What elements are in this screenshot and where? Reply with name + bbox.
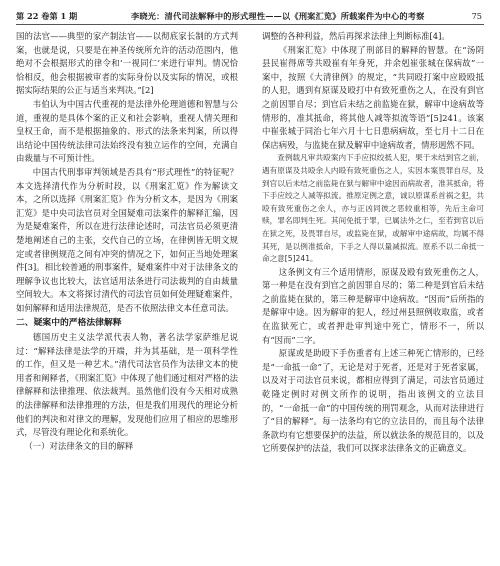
left-paragraph: 中国古代刑事审判领域是否具有“形式理性”的特征呢？本文选择清代作为分析时段，以《刑案汇览》作为解读文本，之所以选择《刑案汇览》作为分析文本，是因为《刑案汇览》是中央司法官员对全国疑难司法案件的解释汇编，因为是疑难案件，所以在进行法律论述时，司法官员必须更清楚地阐述自己的主张，交代自己的立场，在律例皆无明文规定或者律例规范之间有冲突的情况之下，如何正当地处理案件[3]。相比较普通的刑事案件，疑难案件中对于法律条文的理解争议也比较大，法官适用法条进行司法裁判的自由裁量空间较大。本文将探讨清代的司法官员如何处理疑难案件，如何解释和适用法律规范，是否不依照法律文本任意司法。: [16, 166, 238, 313]
left-text-column: [16, 30, 238, 453]
block-quote: 查例载凡审共殴案内下手应拟绞抵人犯，果于未结到官之前，遇有原谋及共殴余人内殴有致死重伤之人，实因本案畏罪自尽，及到官以后未结之前监毙在狱与解审中途因而病故者，准其抵命，将下手应绞之人减等拟流。推原定例之意，诚以原谋系首祸之犯，共殴有致死重伤之余人，亦与正凶同彼之恶较重相等，先后主命可赎，罪名即判生死。其间免抵于罪，已属法外之仁，至若到官以后在狱之死，及畏罪自尽，或监毙在狱，或解审中途病故，均属不得其死，是以例准抵命，下手之人得以量减拟流。原系不以二命抵一命之意[5]241。: [262, 153, 484, 264]
right-paragraph: 调整的各种利益，然后再探求法律上判断标准[4]。: [262, 31, 450, 41]
right-paragraph: 原谋或是助殴下手伤重者有上述三种死亡情形的，已经是“一命抵一命”了，无论是对于死者，还是对于死者家属，以及对于司法官员来说，都相应得到了满足，司法官员通过乾隆定例时对例文所作的说明，指出该例文的立法目的，“一命抵一命”的中国传统的刑罚观念，从而对法律进行了“目的解释”。每一法条均有它的立法目的，而且每个法律条款均有它想要保护的法益，所以就法条的规范目的，以及它所要保护的法益，我们可以探求法律条文的正确意义。: [262, 348, 484, 454]
right-paragraph: 《刑案汇览》中体现了刑部目的解释的智慧。在“汤阴县民崔得席等共殴崔有年身死，并余剋崔张城在保病故”一案中，按照《大清律例》的规定，“共同殴打案中应殴殴抵的人犯，遇到有原谋及殴打中有致死重伤之人，在没有到官之前因罪自尽；到官后未结之前监毙在狱，解审中途病故等情形的，准其抵命，将其他人减等拟流等语”[5]241。该案中崔张城于同治七年六月十七日患病病故，至七月十二日在保店病殁，与监毙在狱及解审中途病故者，情形迥然不同。: [262, 44, 484, 150]
left-paragraph: 韦伯认为中国古代重视的是法律外伦理道德和智慧与公道，重视的是具体个案的正义和社会影响，重视人情关理和皇权王命，而不是根据抽象的、形式的法条来判案，所以得出结论中国传统法律司法始终没有独立运作的空间，充满自由裁量与不可预计性。: [16, 98, 238, 164]
running-header: [16, 8, 484, 25]
article-title-running: 李晓光：清代司法解释中的形式理性——以《刑案汇览》所载案件为中心的考察: [131, 11, 425, 21]
right-text-column: [262, 30, 484, 456]
left-paragraph: 德国历史主义法学派代表人物，著名法学家萨维尼说过：“解释法律是法学的开端，并为其基础，是一项科学性的工作，但又是一种艺术。”清代司法官员作为法律文本的使用者和阐释者，《刑案汇览》中体现了他们通过相对严格的法律解释和法律推理、依法裁判。虽然他们没有今天相对成熟的法律解释和法律推理的方法，但是我们用现代的理论分析他们的判决和对律文的理解，发现他们应用了相应的思维形式，尽管没有理论化和系统化。: [16, 332, 238, 438]
page-number: 75: [471, 11, 482, 21]
section-heading: 二、疑案中的严格法律解释: [16, 318, 122, 329]
subsection-heading: （一）对法律条文的目的解释: [24, 440, 134, 451]
journal-issue: 第 22 卷第 1 期: [16, 11, 78, 21]
left-paragraph: 国的法官——典型的家产制法官——以彻底家长制的方式判案，也就是说，只要是在神圣传统所允许的活动范围内，他绝对不会根据形式的律令和‘一视同仁’来进行审判。情况恰恰相反，他会根据被审者的实际身份以及实际的情况，或根据实际结果的公正与适当来判决。”[2]: [16, 31, 238, 96]
right-paragraph: 这条例文有三个适用情形，原谋及殴有致死重伤之人，第一种是在没有到官之前因罪自尽的；第二种是到官后未结之前监毙在狱的，第三种是解审中途病故。“因而”后所指的是解审中途。因为解审的犯人，经过州县照例收取监，或者在监狱死亡，或者押赴审判途中死亡，情形不一，所以有“因而”二字。: [262, 266, 484, 345]
